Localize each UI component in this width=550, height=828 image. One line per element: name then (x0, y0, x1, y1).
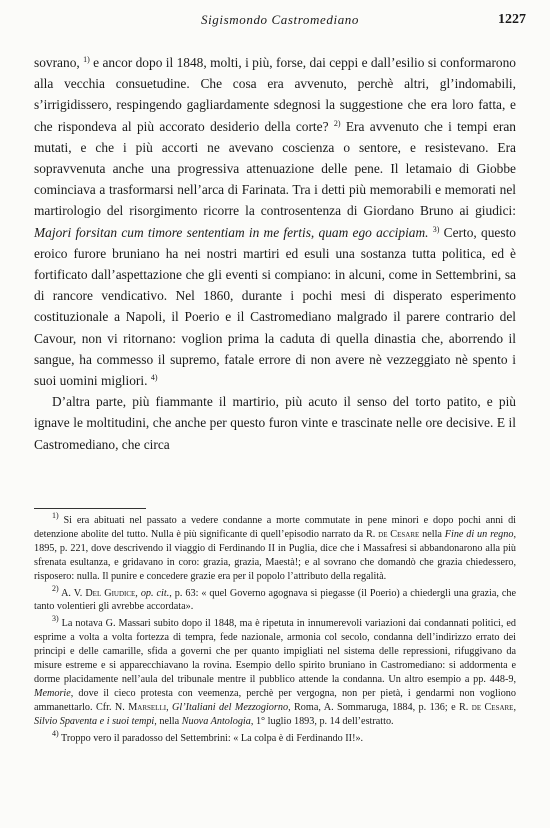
running-head (34, 12, 526, 32)
footnote: $^{1)}$ Si era abituati nel passato a vedere condanne a morte commutate in pene minori e dopo pochi anni di detenzione abolite del tutto. Nulla è più significante di quell’episodio narrato da R. de Cesare nella Fine di un regno, 1895, p. 221, dove descrivendo il viaggio di Ferdinando II in Puglia, dice che i Massafresi si abbandonarono alla più sfrenata esultanza, e gridavano in coro: grazia, grazia, Maestà!; e al sovrano che domandò che grazia chiedessero, risposero: nulla. Il punire e concedere grazie era per il popolo l’attributo della regalità. (34, 511, 516, 582)
footnote: $^{4)}$ Troppo vero il paradosso del Settembrini: « La colpa è di Ferdinando II!». (52, 728, 364, 744)
footnote: $^{3)}$ La notava G. Massari subito dopo il 1848, ma è ripetuta in innumerevoli variazioni dai condannati politici, ed esprime a volta a volta fortezza di tempra, fede nazionale, armonia col secolo, condanna dell’indirizzo errato dei principi e delle camarille, sfida a governi che per quanto impigliati nel sistema delle repressioni, rifuggivano da misure estreme e si apparecchiavano la rovina. Esempio dello spirito bruniano in Castromediano: si addormenta e dorme placidamente nell’aula del tribunale mentre il pubblico attende la condanna. Un altro esempio a pp. 448-9, Memorie, dove il cieco protesta con veemenza, perchè per vergogna, non per pietà, i gendarmi non vogliono ammanettarlo. Cfr. N. Marselli, Gl’Italiani del Mezzogiorno, Roma, A. Sommaruga, 1884, p. 136; e R. de Cesare, Silvio Spaventa e i suoi tempi, nella Nuova Antologia, 1° luglio 1893, p. 14 dell’estratto. (34, 614, 517, 727)
footnote: $^{2)}$ A. V. Del Giudice, op. cit., p. 63: « quel Governo agognava si piegasse (il Poerio) a chiedergli una grazia, che tanto volentieri gli avrebbe accordata». (34, 583, 517, 613)
footnote-rule (34, 508, 146, 509)
footnotes (34, 511, 517, 746)
main-text (34, 52, 516, 455)
paragraph: sovrano, $^{1)}$ e ancor dopo il 1848, molti, i più, forse, dai ceppi e dall’esilio si conformarono alla vecchia consuetudine. Che cosa era avvenuto, perchè altri, gl’indomabili, s’irrigidissero, respingendo gagliardamente sdegnosi la suggestione che era loro fatta, e che rispondeva al più accorato desiderio della corte? $^{2)}$ Era avvenuto che i tempi eran mutati, e che i più accorti ne avevano coscienza o sentore, e resistevano. Era sopravvenuta anche una progressiva attenuazione delle pene. Il letamaio di Giobbe cominciava a trasformarsi nell’arca di Farinata. Tra i detti più memorabili e memorati nel martirologio del risorgimento ricorre la controsentenza di Giordano Bruno ai giudici: Majori forsitan cum timore sententiam in me fertis, quam ego accipiam. $^{3)}$ Certo, questo eroico furore bruniano ha nei nostri martiri ed esuli una sostanza tutta politica, ed è fortificato dall’aspettazione che gli eventi si compiano: in alcuni, come in Settembrini, sa di rancore vendicativo. Nel 1860, durante i pochi mesi di disperato esperimento costituzionale a Napoli, il Poerio e il Castromediano malgrado il parere contrario del Cavour, non vi ritornano: voglion prima la caduta di quella dinastia che, aborrendo il sangue, ha commesso il supremo, fatale errore di non avere nè vezzeggiato nè spento i suoi uomini migliori. $^{4)}$ (34, 55, 517, 389)
paragraph: D’altra parte, più fiammante il martirio, più acuto il senso del torto patito, e più ignave le moltitudini, che anche per questo furon vinte e trascinate nelle ore decisive. E il Castromediano, che circa (34, 394, 516, 452)
running-title: Sigismondo Castromediano (200, 12, 359, 27)
page-number: 1227 (498, 12, 526, 27)
